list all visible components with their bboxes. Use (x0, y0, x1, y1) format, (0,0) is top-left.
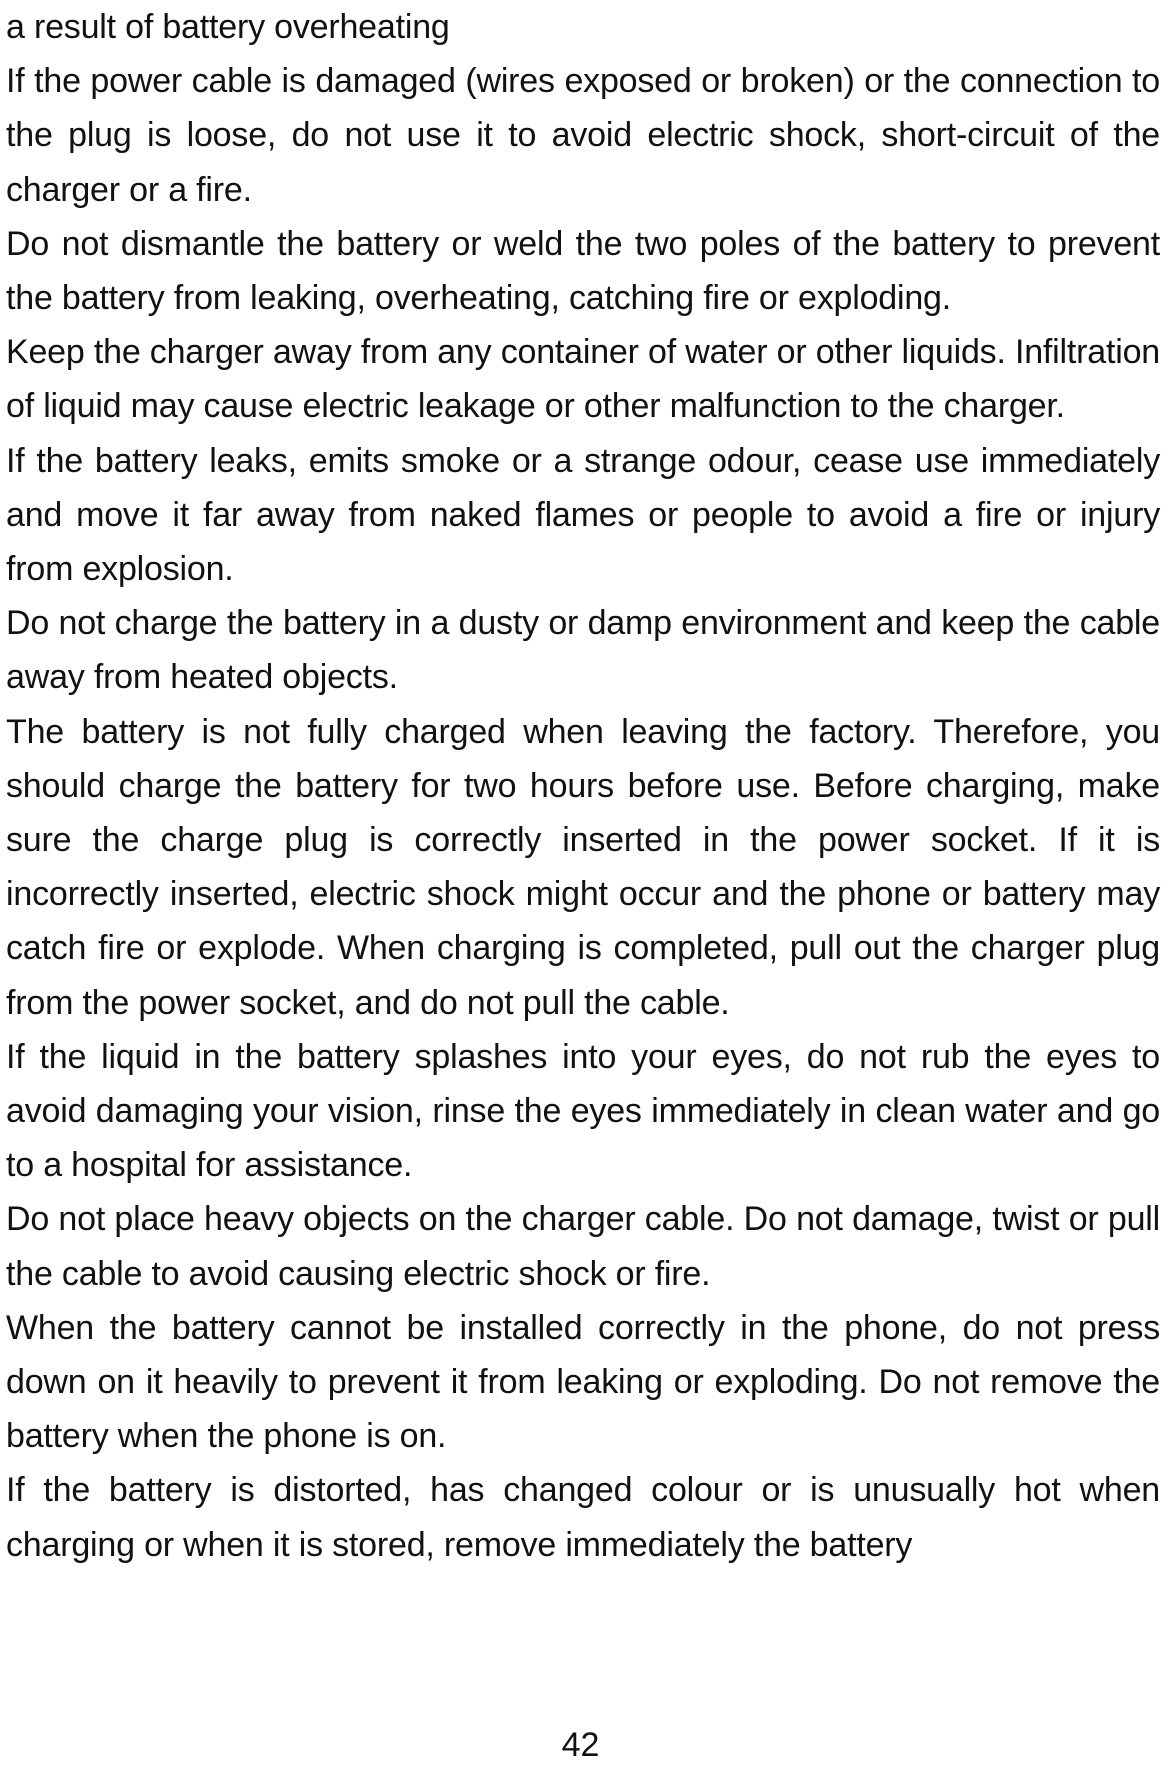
paragraph-battery-overheating-continuation: a result of battery overheating (6, 8, 450, 46)
paragraph-do-not-dismantle: Do not dismantle the battery or weld the two poles of the battery to prevent the battery from leaking, overheating, catching fire or exploding. (6, 224, 1160, 318)
paragraph-heavy-objects-cable: Do not place heavy objects on the charger cable. Do not damage, twist or pull the cable to avoid causing electric shock or fire. (6, 1200, 1160, 1293)
page-number: 42 (561, 1726, 600, 1764)
body-text (6, 0, 1160, 1572)
paragraph-battery-leaks: If the battery leaks, emits smoke or a strange odour, cease use immediately and move it far away from naked flames or people to avoid a fire or injury from explosion. (6, 441, 1160, 589)
paragraph-battery-installation: When the battery cannot be installed correctly in the phone, do not press down on it heavily to prevent it from leaking or exploding. Do not remove the battery when the phone is on. (6, 1308, 1160, 1456)
paragraph-battery-distorted: If the battery is distorted, has changed colour or is unusually hot when charging or when it is stored, remove immediately the battery (6, 1471, 1160, 1564)
paragraph-dusty-damp-environment: Do not charge the battery in a dusty or damp environment and keep the cable away from heated objects. (6, 604, 1160, 697)
document-page (6, 0, 1160, 1774)
paragraph-power-cable-damaged: If the power cable is damaged (wires exposed or broken) or the connection to the plug is loose, do not use it to avoid electric shock, short-circuit of the charger or a fire. (6, 62, 1160, 209)
paragraph-liquid-splashes-eyes: If the liquid in the battery splashes into your eyes, do not rub the eyes to avoid damaging your vision, rinse the eyes immediately in clean water and go to a hospital for assistance. (6, 1037, 1160, 1185)
paragraph-not-fully-charged: The battery is not fully charged when leaving the factory. Therefore, you should charge the battery for two hours before use. Before charging, make sure the charge plug is correctly inserted in the power socket. If it is incorrectly inserted, electric shock might occur and the phone or battery may catch fire or explode. When charging is completed, pull out the charger plug from the power socket, and do not pull the cable. (6, 712, 1160, 1022)
paragraph-keep-charger-away-water: Keep the charger away from any container of water or other liquids. Infiltration of liquid may cause electric leakage or other malfunction to the charger. (6, 333, 1160, 426)
